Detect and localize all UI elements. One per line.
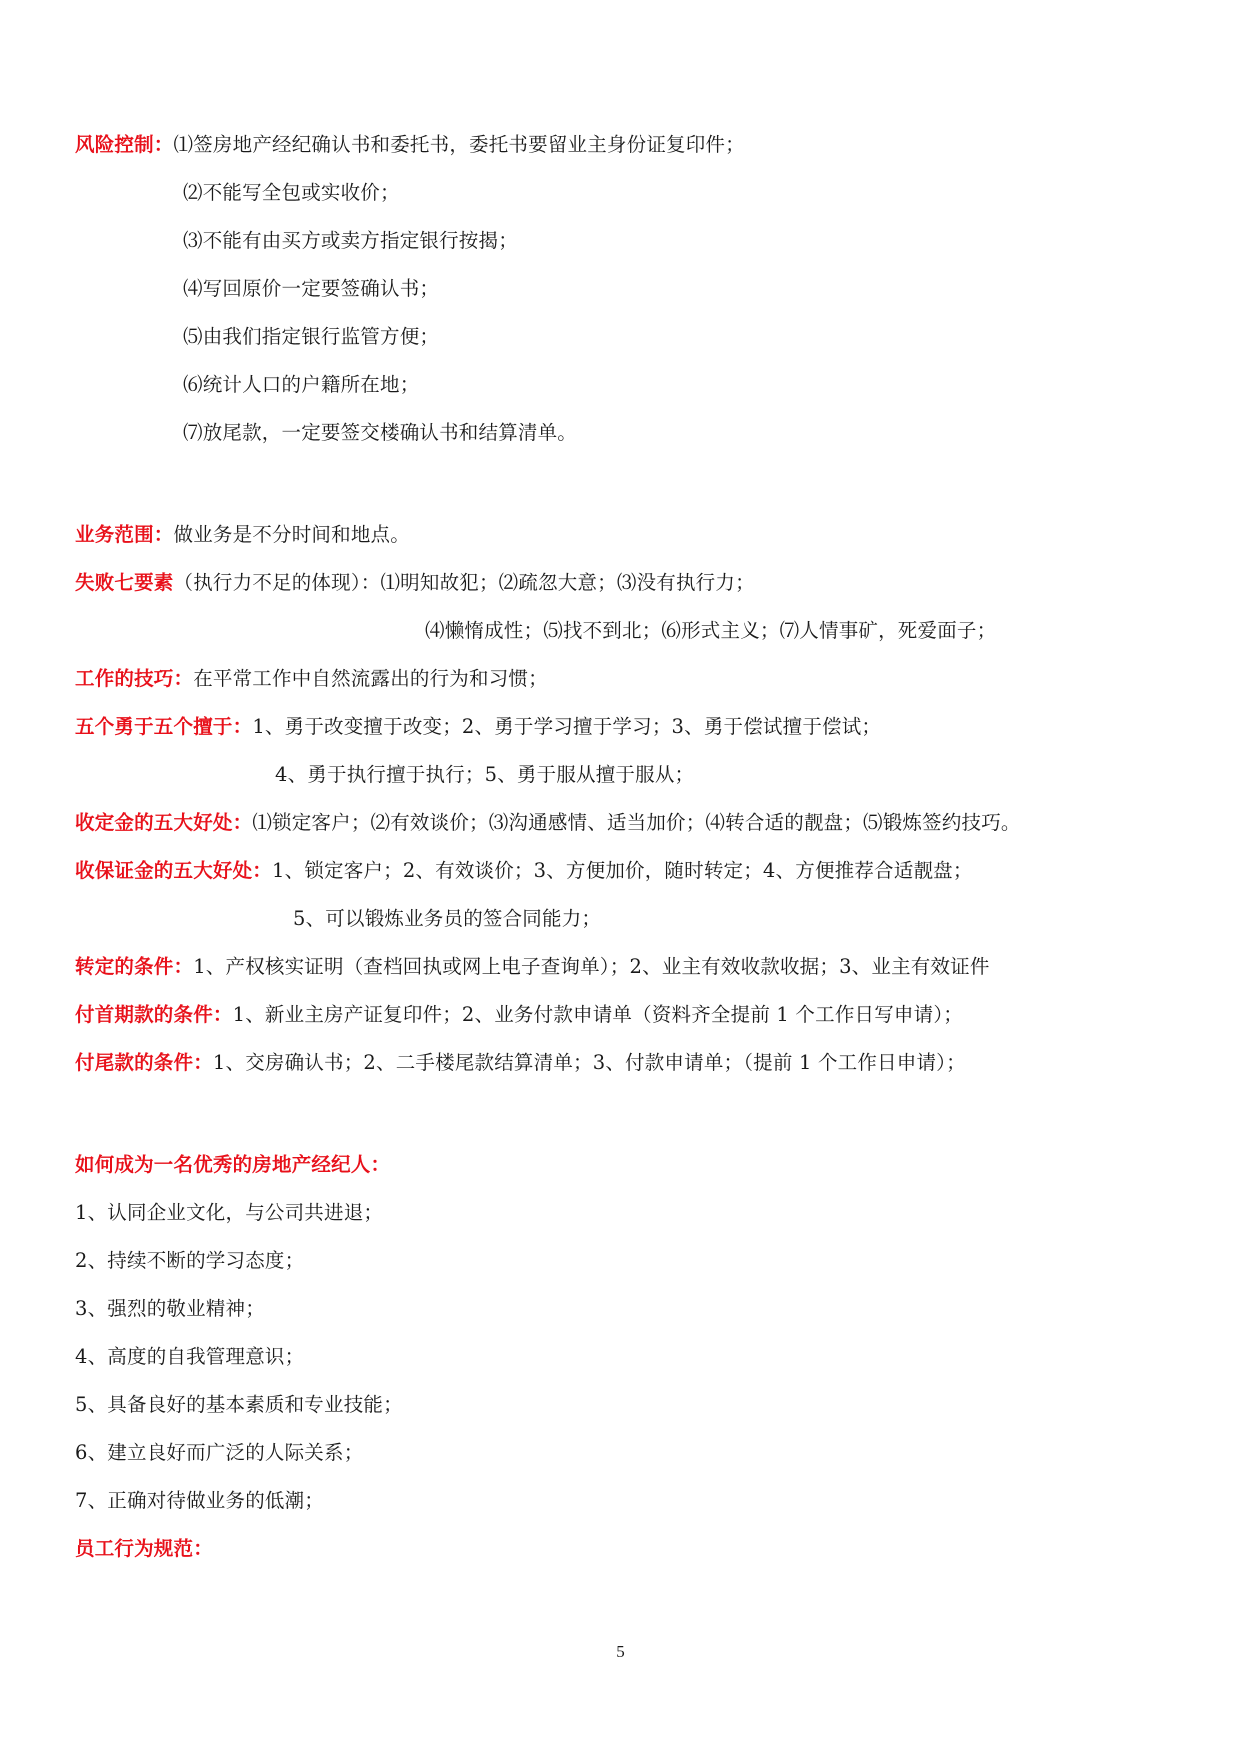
guarantee-benefits-label: 收保证金的五大好处： bbox=[75, 859, 273, 882]
guarantee-benefits-row bbox=[75, 854, 973, 888]
final-payment-label: 付尾款的条件： bbox=[75, 1051, 213, 1074]
first-payment-text: 1、新业主房产证复印件；2、业务付款申请单（资料齐全提前 1 个工作日写申请）； bbox=[232, 1003, 963, 1026]
first-payment-label: 付首期款的条件： bbox=[75, 1003, 233, 1026]
excellent-agent-item: 1、认同企业文化，与公司共进退； bbox=[75, 1201, 384, 1224]
failure-factors-label: 失败七要素 bbox=[75, 571, 174, 594]
business-scope-label: 业务范围： bbox=[75, 523, 174, 546]
transfer-conditions-label: 转定的条件： bbox=[75, 955, 194, 978]
excellent-agent-item: 6、建立良好而广泛的人际关系； bbox=[75, 1441, 364, 1464]
failure-factors-row bbox=[75, 566, 755, 600]
deposit-benefits-row bbox=[75, 806, 1021, 840]
risk-control-row bbox=[75, 128, 745, 162]
five-brave-row bbox=[75, 710, 881, 744]
risk-item: ⑹统计人口的户籍所在地； bbox=[183, 373, 420, 396]
employee-conduct-heading: 员工行为规范： bbox=[75, 1537, 213, 1560]
risk-item: ⑷写回原价一定要签确认书； bbox=[183, 277, 440, 300]
work-skill-label: 工作的技巧： bbox=[75, 667, 194, 690]
deposit-benefits-label: 收定金的五大好处： bbox=[75, 811, 253, 834]
failure-factors-text: ⑷懒惰成性；⑸找不到北；⑹形式主义；⑺人情事矿，死爱面子； bbox=[425, 619, 997, 642]
work-skill-row bbox=[75, 662, 548, 696]
excellent-agent-item: 5、具备良好的基本素质和专业技能； bbox=[75, 1393, 403, 1416]
excellent-agent-item: 3、强烈的敬业精神； bbox=[75, 1297, 265, 1320]
page-number: 5 bbox=[616, 1642, 625, 1661]
five-brave-text: 1、勇于改变擅于改变；2、勇于学习擅于学习；3、勇于偿试擅于偿试； bbox=[252, 715, 882, 738]
risk-control-label: 风险控制： bbox=[75, 133, 174, 156]
guarantee-benefits-text: 1、锁定客户；2、有效谈价；3、方便加价，随时转定；4、方便推荐合适靓盘； bbox=[272, 859, 973, 882]
business-scope-text: 做业务是不分时间和地点。 bbox=[173, 523, 410, 546]
failure-factors-text: （执行力不足的体现）：⑴明知故犯；⑵疏忽大意；⑶没有执行力； bbox=[173, 571, 755, 594]
business-scope-row bbox=[75, 518, 410, 552]
five-brave-text: 4、勇于执行擅于执行；5、勇于服从擅于服从； bbox=[275, 763, 695, 786]
first-payment-row bbox=[75, 998, 963, 1032]
deposit-benefits-text: ⑴锁定客户；⑵有效谈价；⑶沟通感情、适当加价；⑷转合适的靓盘；⑸锻炼签约技巧。 bbox=[252, 811, 1021, 834]
risk-item: ⑺放尾款，一定要签交楼确认书和结算清单。 bbox=[183, 421, 578, 444]
final-payment-row bbox=[75, 1046, 966, 1080]
guarantee-benefits-text: 5、可以锻炼业务员的签合同能力； bbox=[293, 907, 602, 930]
transfer-conditions-row bbox=[75, 950, 990, 984]
excellent-agent-item: 2、持续不断的学习态度； bbox=[75, 1249, 305, 1272]
risk-item: ⑶不能有由买方或卖方指定银行按揭； bbox=[183, 229, 518, 252]
excellent-agent-item: 4、高度的自我管理意识； bbox=[75, 1345, 305, 1368]
final-payment-text: 1、交房确认书；2、二手楼尾款结算清单；3、付款申请单；（提前 1 个工作日申请）； bbox=[212, 1051, 966, 1074]
excellent-agent-item: 7、正确对待做业务的低潮； bbox=[75, 1489, 325, 1512]
transfer-conditions-text: 1、产权核实证明（查档回执或网上电子查询单）；2、业主有效收款收据；3、业主有效证件 bbox=[193, 955, 990, 978]
risk-item: ⑴签房地产经纪确认书和委托书，委托书要留业主身份证复印件； bbox=[173, 133, 745, 156]
risk-item: ⑸由我们指定银行监管方便； bbox=[183, 325, 440, 348]
excellent-agent-heading: 如何成为一名优秀的房地产经纪人： bbox=[75, 1153, 391, 1176]
five-brave-label: 五个勇于五个擅于： bbox=[75, 715, 253, 738]
work-skill-text: 在平常工作中自然流露出的行为和习惯； bbox=[193, 667, 548, 690]
risk-item: ⑵不能写全包或实收价； bbox=[183, 181, 400, 204]
